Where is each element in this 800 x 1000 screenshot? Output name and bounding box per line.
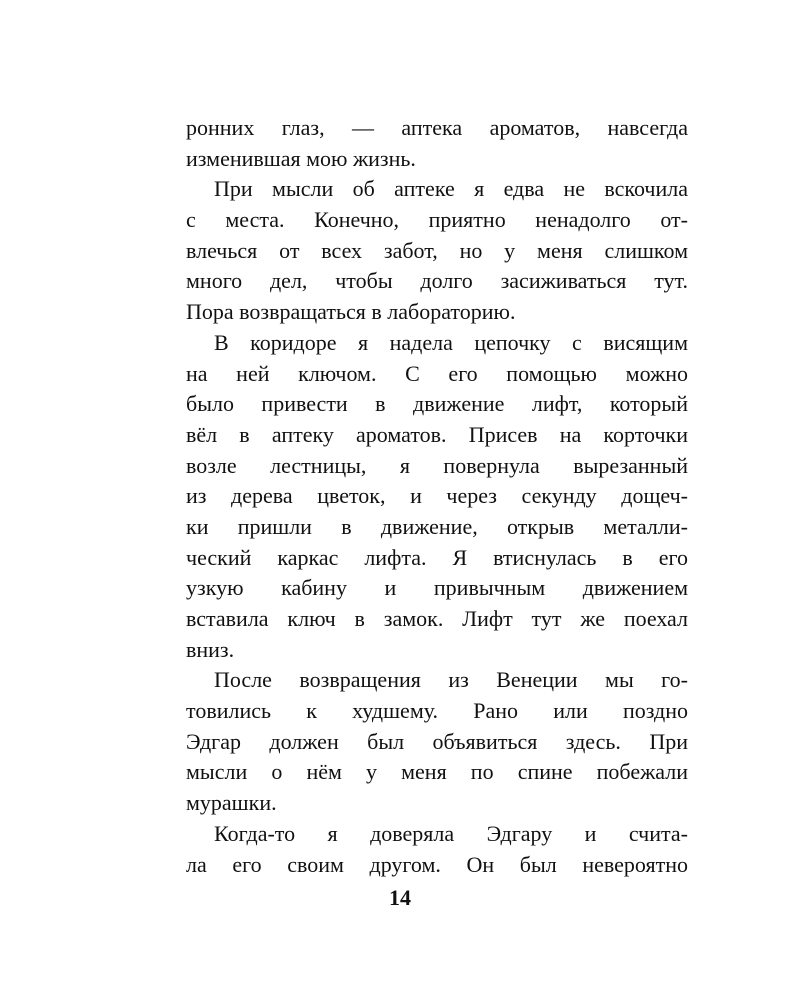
text-line: ла его своим другом. Он был невероятно xyxy=(186,851,688,877)
text-line: При мысли об аптеке я едва не вскочила xyxy=(214,176,688,202)
text-line: После возвращения из Венеции мы го- xyxy=(214,667,688,693)
text-line: много дел, чтобы долго засиживаться тут. xyxy=(186,268,688,294)
text-line: ронних глаз, — аптека ароматов, навсегда xyxy=(186,115,688,140)
text-line: мурашки. xyxy=(186,790,277,816)
text-line: Когда-то я доверяла Эдгару и счита- xyxy=(214,820,688,846)
page-number: 14 xyxy=(389,885,411,910)
text-line: возле лестницы, я повернула вырезанный xyxy=(186,452,688,478)
text-line: с места. Конечно, приятно ненадолго от- xyxy=(186,207,688,233)
text-line: В коридоре я надела цепочку с висящим xyxy=(214,329,688,355)
text-line: было привести в движение лифт, который xyxy=(186,391,688,417)
text-line: ки пришли в движение, открыв металли- xyxy=(186,513,688,539)
text-line: узкую кабину и привычным движением xyxy=(186,575,688,601)
text-line: вниз. xyxy=(186,636,235,662)
text-line: изменившая мою жизнь. xyxy=(186,145,416,171)
text-line: мысли о нём у меня по спине побежали xyxy=(186,759,688,785)
text-line: из дерева цветок, и через секунду дощеч- xyxy=(186,483,688,509)
text-line: товились к худшему. Рано или поздно xyxy=(186,698,688,724)
text-line: вёл в аптеку ароматов. Присев на корточки xyxy=(186,421,688,447)
text-line: на ней ключом. С его помощью можно xyxy=(186,360,688,386)
text-line: Пора возвращаться в лабораторию. xyxy=(186,299,516,325)
text-line: ческий каркас лифта. Я втиснулась в его xyxy=(186,544,688,570)
text-line: вставила ключ в замок. Лифт тут же поехал xyxy=(186,606,688,631)
text-line: влечься от всех забот, но у меня слишком xyxy=(186,237,688,263)
body-text xyxy=(186,113,688,880)
text-line: Эдгар должен был объявиться здесь. При xyxy=(186,728,688,754)
